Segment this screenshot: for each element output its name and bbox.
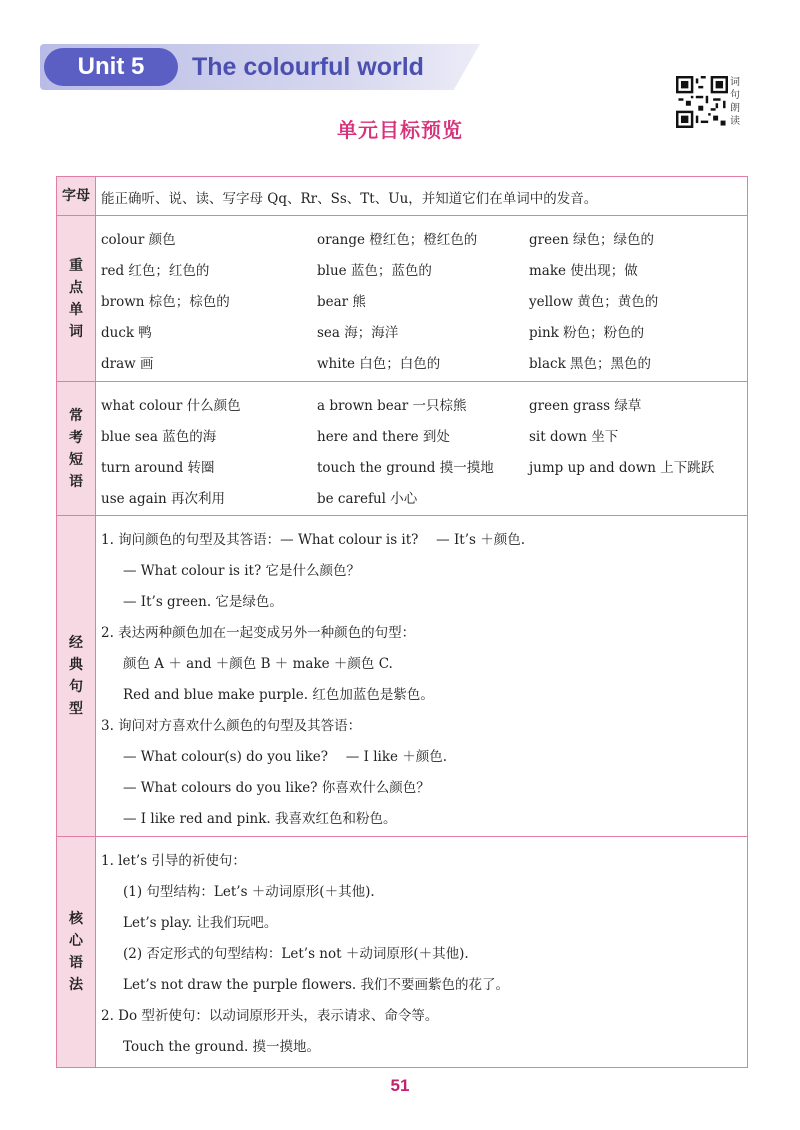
row-sentences <box>57 516 747 837</box>
phrase-item: use again 再次利用 <box>101 491 225 507</box>
phrase-item: green grass 绿草 <box>529 398 642 414</box>
row-words <box>57 216 747 382</box>
word-item: red 红色；红色的 <box>101 263 210 279</box>
word-item: bear 熊 <box>317 294 366 310</box>
unit-badge: Unit 5 <box>44 48 178 86</box>
grammar-line: Let’s not draw the purple flowers. 我们不要画紫色的花了。 <box>123 977 509 993</box>
phrase-item: sit down 坐下 <box>529 429 619 445</box>
grammar-line: 1. let’s 引导的祈使句： <box>101 853 246 869</box>
word-item: make 使出现；做 <box>529 263 638 279</box>
word-item: colour 颜色 <box>101 232 176 248</box>
word-item: black 黑色；黑色的 <box>529 356 652 372</box>
sentence-line: 3. 询问对方喜欢什么颜色的句型及其答语： <box>101 718 362 734</box>
phrase-item: here and there 到处 <box>317 429 450 445</box>
qr-label: 词句朗读 <box>730 77 740 127</box>
row-phrases <box>57 382 747 516</box>
section-heading: 单元目标预览 <box>337 118 463 142</box>
row-label-letters: 字母 <box>57 177 96 215</box>
phrase-item: jump up and down 上下跳跃 <box>529 460 715 476</box>
grammar-line: (1) 句型结构：Let’s ＋动词原形(＋其他). <box>123 884 375 900</box>
grammar-line: Touch the ground. 摸一摸地。 <box>123 1039 321 1055</box>
phrase-item: turn around 转圈 <box>101 460 215 476</box>
unit-title: The colourful world <box>192 53 424 81</box>
word-item: duck 鸭 <box>101 325 152 341</box>
sentence-line: 2. 表达两种颜色加在一起变成另外一种颜色的句型： <box>101 625 416 641</box>
word-item: green 绿色；绿色的 <box>529 232 655 248</box>
row-grammar <box>57 837 747 1067</box>
sentence-line: Red and blue make purple. 红色加蓝色是紫色。 <box>123 687 434 703</box>
grammar-line: Let’s play. 让我们玩吧。 <box>123 915 278 931</box>
sentence-line: — What colours do you like? 你喜欢什么颜色？ <box>123 780 430 796</box>
sentence-line: 颜色 A ＋ and ＋颜色 B ＋ make ＋颜色 C. <box>123 656 393 672</box>
word-item: sea 海；海洋 <box>317 325 399 341</box>
word-item: pink 粉色；粉色的 <box>529 325 645 341</box>
row-label-sentences: 经典句型 <box>57 516 96 836</box>
row-letters <box>57 177 747 216</box>
phrase-item: touch the ground 摸一摸地 <box>317 460 494 476</box>
phrase-item: what colour 什么颜色 <box>101 398 241 414</box>
grammar-line: 2. Do 型祈使句：以动词原形开头，表示请求、命令等。 <box>101 1008 439 1024</box>
word-item: blue 蓝色；蓝色的 <box>317 263 432 279</box>
word-item: draw 画 <box>101 356 154 372</box>
phrase-item: blue sea 蓝色的海 <box>101 429 217 445</box>
sentence-line: — What colour is it? 它是什么颜色？ <box>123 563 361 579</box>
phrase-item: be careful 小心 <box>317 491 418 507</box>
row-label-words: 重点单词 <box>57 216 96 381</box>
sentence-line: — What colour(s) do you like? — I like ＋颜色. <box>123 749 448 765</box>
row-label-grammar: 核心语法 <box>57 837 96 1067</box>
row-label-phrases: 常考短语 <box>57 382 96 515</box>
letters-text: 能正确听、说、读、写字母 Qq、Rr、Ss、Tt、Uu，并知道它们在单词中的发音。 <box>101 191 598 207</box>
word-item: yellow 黄色；黄色的 <box>529 294 659 310</box>
sentence-line: — It’s green. 它是绿色。 <box>123 594 283 610</box>
sentence-line: 1. 询问颜色的句型及其答语：— What colour is it? — It’s ＋颜色. <box>101 532 526 548</box>
preview-table <box>56 176 748 1068</box>
word-item: orange 橙红色；橙红色的 <box>317 232 478 248</box>
grammar-line: (2) 否定形式的句型结构：Let’s not ＋动词原形(＋其他). <box>123 946 469 962</box>
word-item: brown 棕色；棕色的 <box>101 294 230 310</box>
word-item: white 白色；白色的 <box>317 356 441 372</box>
phrase-item: a brown bear 一只棕熊 <box>317 398 467 414</box>
unit-banner <box>40 44 480 90</box>
page-number: 51 <box>390 1076 410 1095</box>
sentence-line: — I like red and pink. 我喜欢红色和粉色。 <box>123 811 397 827</box>
